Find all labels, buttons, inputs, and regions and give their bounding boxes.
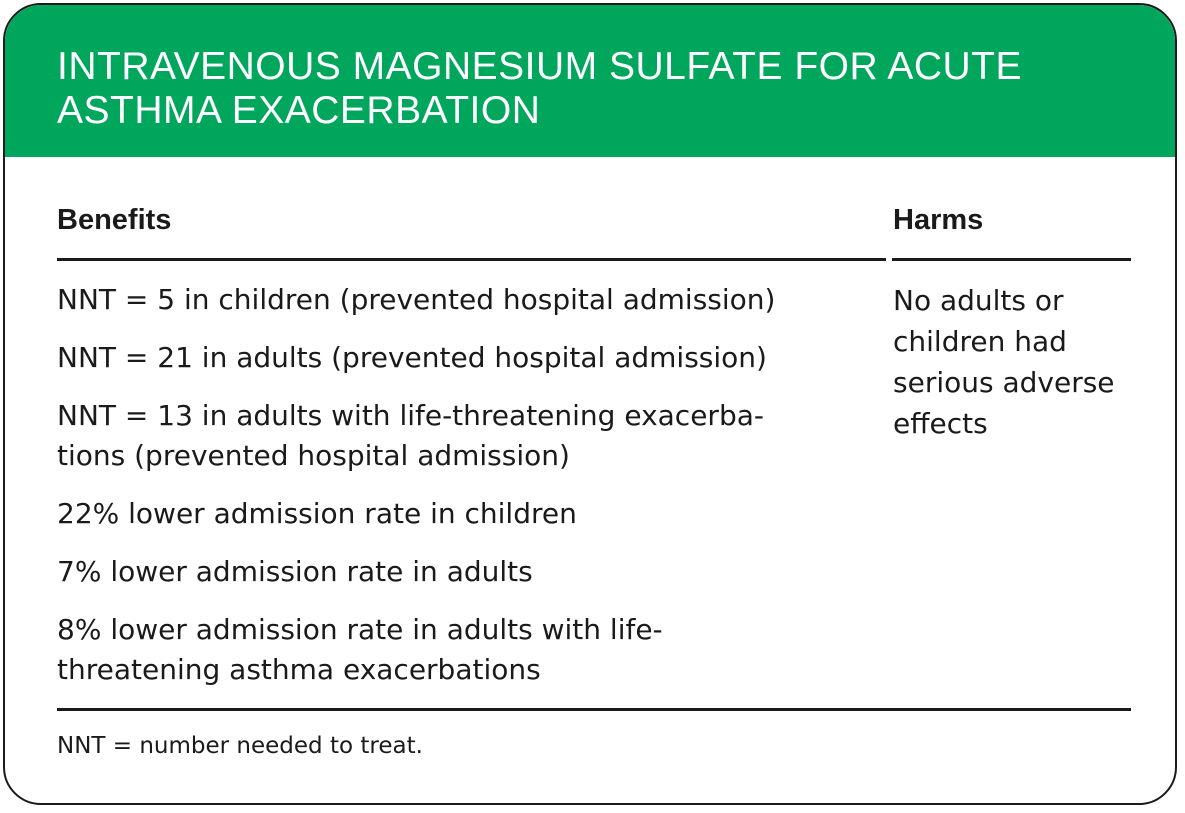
benefit-item: 8% lower admission rate in adults with life- threatening asthma exacerbations — [57, 613, 663, 686]
benefits-list — [57, 280, 877, 708]
info-box — [3, 3, 1177, 805]
benefit-item: 7% lower admission rate in adults — [57, 555, 533, 588]
box-title: INTRAVENOUS MAGNESIUM SULFATE FOR ACUTE ASTHMA EXACERBATION — [57, 45, 1023, 132]
column-header-benefits: Benefits — [57, 204, 172, 236]
header-divider-harms — [892, 258, 1131, 261]
benefit-item: NNT = 21 in adults (prevented hospital admission) — [57, 341, 767, 374]
table-bottom-rule — [57, 708, 1131, 711]
header-divider-benefits — [57, 258, 886, 261]
harms-text: No adults or children had serious adverse effects — [893, 284, 1115, 440]
footnote: NNT = number needed to treat. — [57, 733, 423, 759]
header-banner — [5, 5, 1175, 157]
benefit-item: 22% lower admission rate in children — [57, 497, 577, 530]
benefit-item: NNT = 5 in children (prevented hospital admission) — [57, 283, 776, 316]
column-header-harms: Harms — [893, 204, 984, 236]
benefit-item: NNT = 13 in adults with life-threatening exacerba- tions (prevented hospital admission) — [57, 399, 764, 472]
